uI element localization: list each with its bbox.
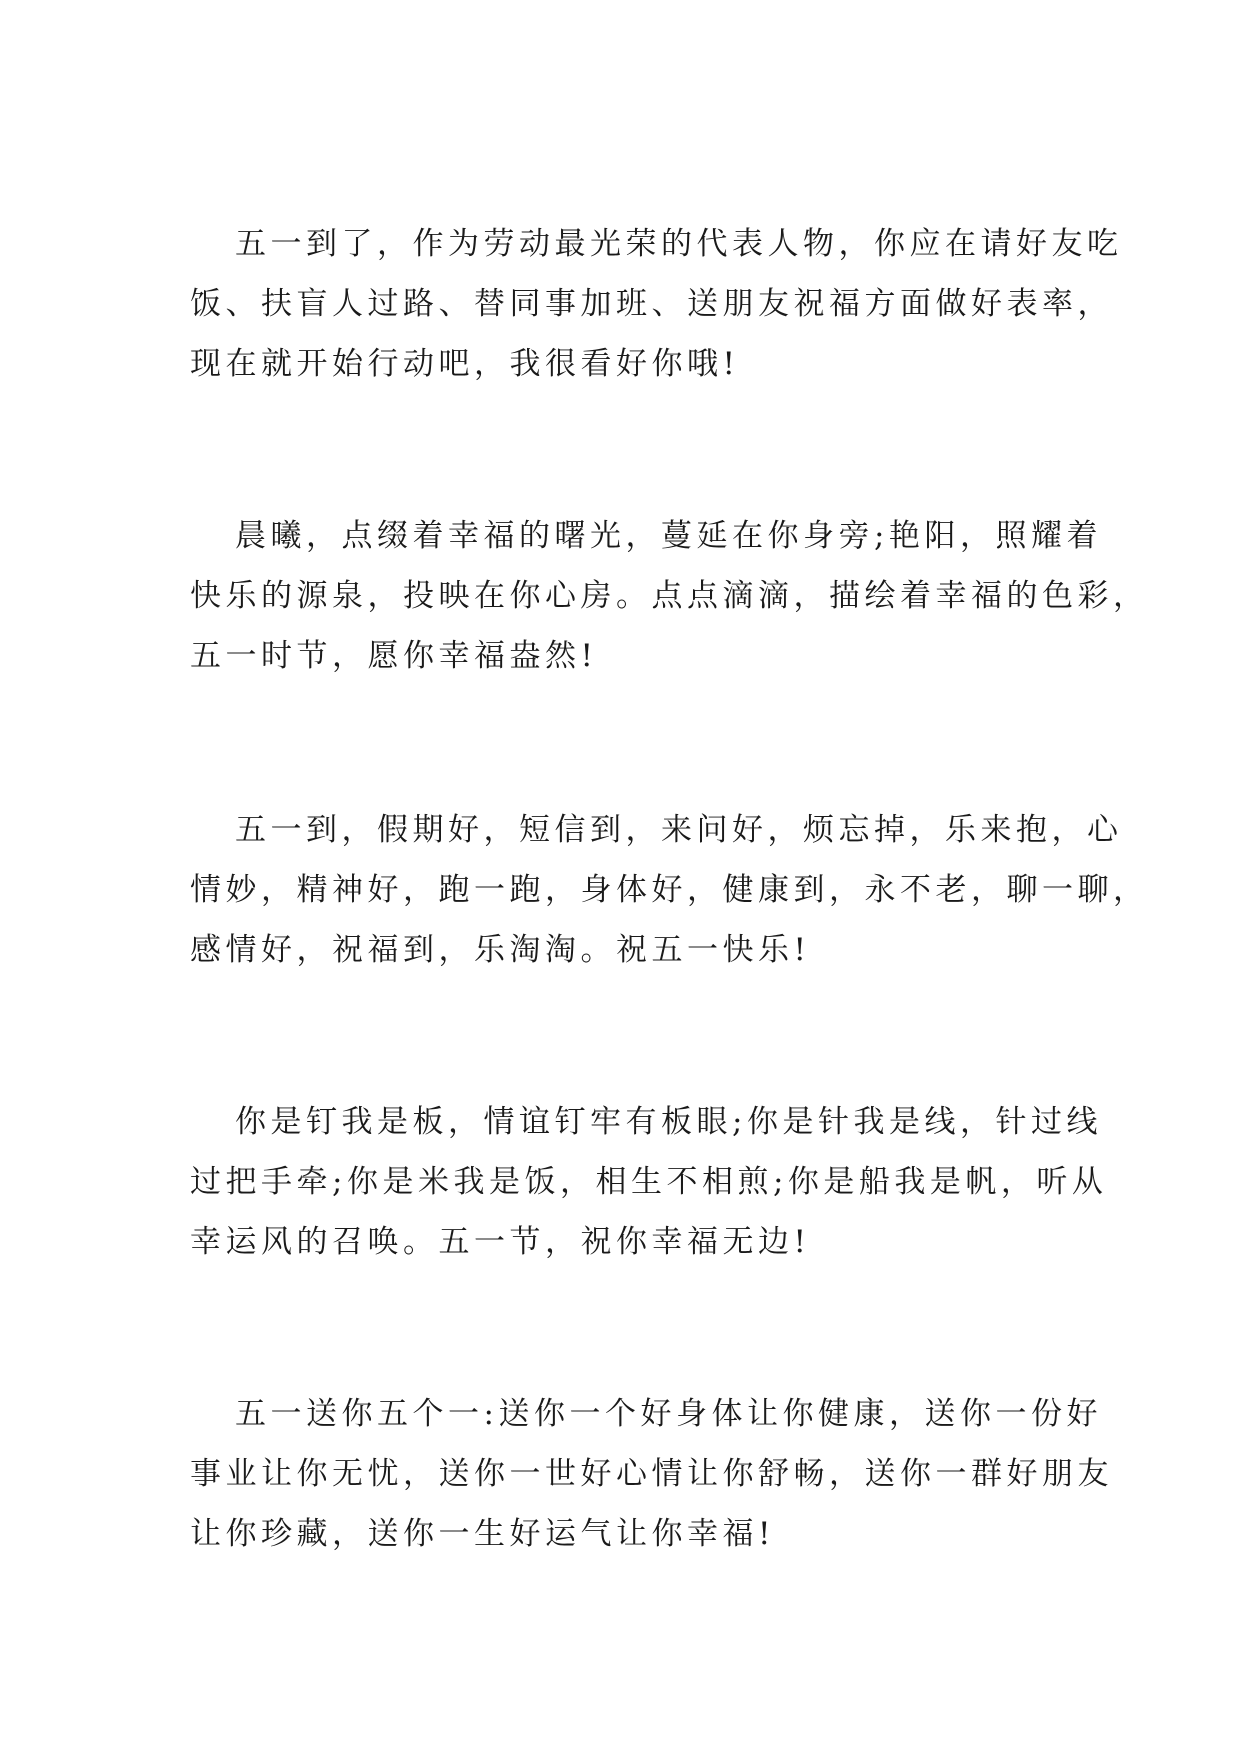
paragraph-line: 你是钉我是板，情谊钉牢有板眼;你是针我是线，针过线 bbox=[235, 1104, 1102, 1140]
paragraph-line: 五一时节，愿你幸福盎然! bbox=[190, 638, 598, 674]
paragraph-line: 饭、扶盲人过路、替同事加班、送朋友祝福方面做好表率， bbox=[190, 286, 1113, 322]
paragraph-2 bbox=[190, 506, 1149, 686]
paragraph-line: 现在就开始行动吧，我很看好你哦! bbox=[190, 346, 740, 382]
paragraph-4 bbox=[190, 1092, 1108, 1272]
paragraph-3 bbox=[190, 800, 1149, 980]
paragraph-line: 晨曦，点缀着幸福的曙光，蔓延在你身旁;艳阳，照耀着 bbox=[235, 518, 1102, 554]
paragraph-line: 幸运风的召唤。五一节，祝你幸福无边! bbox=[190, 1224, 811, 1260]
paragraph-line: 事业让你无忧，送你一世好心情让你舒畅，送你一群好朋友 bbox=[190, 1456, 1113, 1492]
paragraph-line: 五一到了，作为劳动最光荣的代表人物，你应在请好友吃 bbox=[235, 226, 1123, 262]
paragraph-line: 五一送你五个一:送你一个好身体让你健康，送你一份好 bbox=[235, 1396, 1102, 1432]
paragraph-line: 过把手牵;你是米我是饭，相生不相煎;你是船我是帆，听从 bbox=[190, 1164, 1108, 1200]
paragraph-line: 快乐的源泉，投映在你心房。点点滴滴，描绘着幸福的色彩， bbox=[190, 578, 1149, 614]
paragraph-line: 五一到，假期好，短信到，来问好，烦忘掉，乐来抱，心 bbox=[235, 812, 1123, 848]
paragraph-5 bbox=[190, 1384, 1113, 1564]
paragraph-1 bbox=[190, 214, 1123, 394]
paragraph-line: 情妙，精神好，跑一跑，身体好，健康到，永不老，聊一聊， bbox=[190, 872, 1149, 908]
paragraph-line: 让你珍藏，送你一生好运气让你幸福! bbox=[190, 1516, 775, 1552]
paragraph-line: 感情好，祝福到，乐淘淘。祝五一快乐! bbox=[190, 932, 811, 968]
